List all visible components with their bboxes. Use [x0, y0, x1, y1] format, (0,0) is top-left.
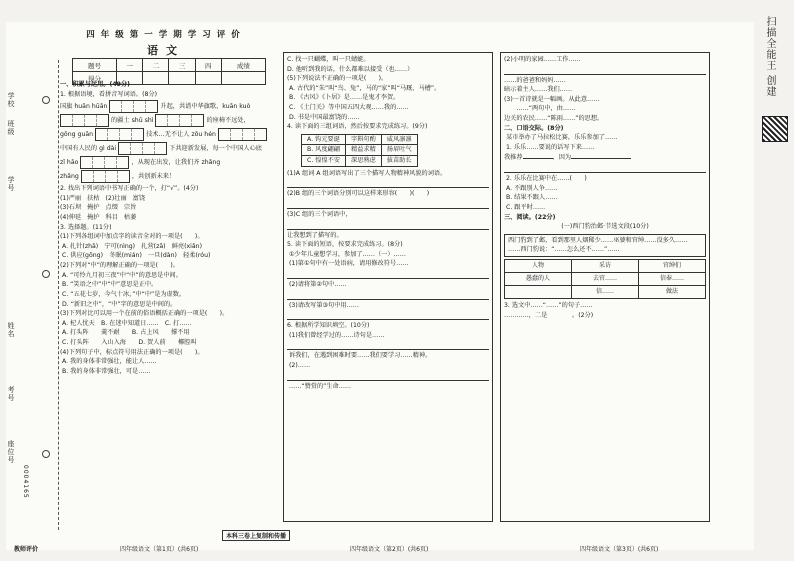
- char-grid[interactable]: [109, 100, 158, 113]
- text-line: (2)小明的家园……工作……: [504, 56, 581, 63]
- q3b-option: A. “可怜九月初三夜”中“中”的意思是中间。: [62, 271, 182, 279]
- pinyin-row: [60, 156, 272, 169]
- text-line: ……的爸爸和妈妈……: [504, 76, 566, 84]
- text-line: (1)我们曾经学过的……诗句是……: [289, 331, 385, 339]
- passage-text: 西门豹到了邺，看到那里人烟稀少……巫婆和官绅……没多久……: [508, 236, 688, 244]
- q3c-option: A. 打头阵 羹不耐 B. 占上风 撑不用: [62, 329, 190, 337]
- idiom: 威风凛凛: [381, 134, 417, 145]
- binding-hole: [42, 270, 50, 278]
- text-line: …………，二是 。(2分): [504, 311, 594, 319]
- q3b-option: D. “新旧之中”，“中”字的意思是中间的。: [62, 300, 177, 308]
- score-head: 一: [117, 59, 143, 72]
- text-line: ……“赞赏的”生命……: [289, 382, 352, 390]
- idiom: A. 钩元要诞: [302, 134, 346, 145]
- option-word[interactable]: (3)石坝: [60, 204, 82, 212]
- char-grid[interactable]: [81, 170, 130, 183]
- pinyin-text: 的座椅不远处，: [206, 116, 250, 124]
- option-word[interactable]: 点缀: [105, 204, 118, 212]
- text-line: D. 他听到我的话，什么都难以接受（也……）: [287, 65, 414, 73]
- pinyin-text: 国旗 huān hūān: [60, 102, 108, 110]
- binding-class: 班级: [7, 120, 15, 136]
- option-word[interactable]: 掩护: [87, 214, 100, 222]
- text-line: 暗示着主人……我们……: [504, 86, 573, 94]
- pinyin-row: [60, 142, 272, 155]
- binding-name: 姓名: [7, 322, 15, 338]
- pinyin-row: [60, 100, 272, 113]
- paper-code: 0004165: [22, 465, 29, 499]
- binding-hole: [42, 450, 50, 458]
- text-line: (2)……: [289, 362, 311, 370]
- text-line: 边关的农民……“陈雨……”的思想。: [504, 115, 604, 123]
- text-line: B. 《古风》《卜居》是……是鬼才李贺。: [289, 94, 400, 102]
- idiom: B. 风度翩翩: [302, 145, 346, 156]
- char-grid[interactable]: [60, 114, 109, 127]
- answer-blank[interactable]: [571, 152, 631, 159]
- binding-student-no: 学号: [7, 176, 15, 192]
- option-word[interactable]: 扶枯: [87, 194, 100, 202]
- q3c-option: C. 打头阵 入山入海 D. 贺人前 椰腔叫: [62, 338, 197, 346]
- text-line: ，因为: [552, 154, 572, 162]
- reading-title: (一)西门豹治邺·节选文段(10分): [561, 223, 649, 231]
- pinyin-text: 升起，共谱中华旗歌，kuān kuò: [160, 102, 251, 110]
- option-word[interactable]: 掩护: [87, 204, 100, 212]
- pinyin-text: gōng guān: [60, 130, 94, 138]
- q3a-option: C. 供应(gōng) 冬眠(mián) 一旦(dàn) 轻柔(róu): [62, 252, 211, 260]
- pinyin-text: ，共创新未来！: [131, 172, 176, 180]
- section-2-title: 二、口语交际。(8分): [504, 124, 564, 132]
- score-head: 三: [169, 59, 195, 72]
- text-line: 2. 乐乐在比赛中在……( ): [506, 175, 587, 183]
- footer-page-3: 四年级语文（第3页）(共6页): [580, 546, 659, 553]
- footer-page-1: 四年级语文（第1页）(共6页): [120, 546, 199, 553]
- q2-options: [60, 194, 272, 223]
- text-line: 1. 乐乐……要说的话写下来……: [506, 143, 595, 151]
- score-label: 得分: [73, 72, 117, 85]
- q3a: (1)下列各组词中加点字的读音全对的一项是( )。: [60, 233, 204, 241]
- info-cell: 人物: [505, 259, 572, 272]
- binding-school: 学校: [7, 92, 15, 108]
- subject-title: 语文: [147, 44, 185, 57]
- answer-line[interactable]: [287, 291, 489, 300]
- text-line: C. 跟平时……: [506, 203, 546, 211]
- q3a-option: A. 扎针(zhā) 宁可(nìng) 扎营(zā) 鲜亮(xiǎn): [62, 242, 203, 250]
- text-line: 让我想到了描写的。: [287, 231, 343, 239]
- idiom: 扬眉吐气: [381, 145, 417, 156]
- pinyin-text: 下共迎新发展，每一个中国人心底: [169, 144, 262, 152]
- option-word[interactable]: (4)伸延: [60, 214, 82, 222]
- text-line: 我推荐: [504, 154, 523, 162]
- idiom: 深思熟虑: [346, 156, 382, 167]
- column-3: [500, 52, 710, 522]
- info-table: [504, 259, 706, 299]
- pinyin-text: zǐ hāo: [60, 158, 79, 166]
- passage-text: ……西门豹说：“……怎么还不……”……: [508, 246, 620, 254]
- idiom: 拔苗助长: [381, 156, 417, 167]
- answer-line[interactable]: [287, 341, 489, 350]
- option-word[interactable]: 科目: [105, 214, 118, 222]
- text-line: (3)C 组的三个词语中，: [287, 210, 352, 218]
- text-line: (1)A 组词 A 组词语写出了三个描写人物精神风貌的词语。: [287, 169, 447, 177]
- answer-line[interactable]: [287, 200, 489, 209]
- score-head: 四: [195, 59, 221, 72]
- text-line: (1)第①句中有一处语病，请用修改符号……: [289, 260, 409, 268]
- answer-line[interactable]: [504, 164, 706, 173]
- q3c-option: A. 杞人忧天 B. 在迷中知道日…… C. 打……: [62, 319, 192, 327]
- char-grid[interactable]: [80, 156, 129, 169]
- info-cell: 官绅们: [639, 259, 706, 272]
- info-cell: 做法: [639, 285, 706, 298]
- char-grid[interactable]: [218, 128, 267, 141]
- option-word[interactable]: (2)壮丽: [105, 194, 127, 202]
- q3b: (2)下列对“中”的理解正确的一项是( )。: [60, 262, 180, 270]
- idiom-table: [301, 134, 418, 167]
- exam-title: 四年级第一学期学习评价: [86, 30, 246, 40]
- text-line: D. 书是中国最富饶的……: [289, 113, 360, 121]
- score-head: 成绩: [221, 59, 265, 72]
- text-line: (3)请改写第③句中用……: [289, 301, 359, 309]
- text-line: (2)请将第②句中……: [289, 280, 347, 288]
- pinyin-text: 中国有人民的 gì dài: [60, 144, 117, 152]
- reading-passage: [504, 234, 706, 257]
- text-line: ……“两句中，由……: [504, 105, 576, 113]
- q6-title: 6. 根据所学知识填空。(10分): [287, 322, 370, 330]
- info-cell[interactable]: [505, 285, 572, 298]
- teacher-eval: 教师评价: [14, 546, 39, 553]
- q4-title: 4. 读下面的三组词语，然后按要求完成练习。(9分): [287, 123, 428, 131]
- score-head: 二: [143, 59, 169, 72]
- q3b-option: B. “笑语之中”中“中”意思是正中。: [62, 281, 158, 289]
- answer-line[interactable]: [287, 221, 489, 230]
- pinyin-row: [60, 170, 272, 183]
- idiom: 精益求精: [346, 145, 382, 156]
- char-grid[interactable]: [95, 128, 144, 141]
- column-2: [283, 52, 493, 522]
- pinyin-text: 技术…无不让人 zōu hén: [146, 130, 216, 138]
- text-line: ①少年儿童想学习，参加了……（一）……: [289, 250, 406, 258]
- q3d-option: A. 我的身体非常强壮，能让人……: [62, 358, 157, 366]
- option-word[interactable]: 富饶: [132, 194, 146, 202]
- q3d-option: B. 我的身体非常强壮，可是……: [62, 367, 151, 375]
- info-cell: 信……: [572, 285, 639, 298]
- pinyin-text: 的疆土: [111, 116, 130, 124]
- option-word[interactable]: (1)严丽: [60, 194, 82, 202]
- score-head: 题号: [73, 59, 117, 72]
- pinyin-text: shū shì: [131, 116, 154, 124]
- section-1-title: 一、积累与运用。(49分): [60, 81, 130, 88]
- answer-line[interactable]: [287, 179, 489, 188]
- text-line: A. 不跟别人争……: [506, 184, 558, 192]
- q3b-option: C. “五花七岁，今气十冰，”中“中”是为虚数。: [62, 290, 186, 298]
- text-line: B. 结果不跟人……: [506, 194, 558, 202]
- scanner-watermark: 扫描全能王 创建: [764, 16, 775, 98]
- char-grid[interactable]: [118, 142, 167, 155]
- text-line: 诉我们，在遇到困难时要……我们要学习……精神。: [289, 352, 432, 360]
- qr-code: [762, 116, 788, 142]
- q3d: (4)下列句子中，标点符号用法正确的一项是( )。: [60, 348, 204, 356]
- pinyin-row: [60, 128, 272, 141]
- text-line: (2)B 组的三个词语分别可以这样来形容( )( ): [287, 190, 430, 198]
- text-line: A. 古代的“朱”叫“鸟、兔”，马的“家”叫“马厩、马槽”。: [289, 84, 441, 92]
- idiom: 字斟句酌: [346, 134, 382, 145]
- section-3-title: 三、阅读。(22分): [504, 213, 556, 221]
- answer-line[interactable]: [287, 311, 489, 320]
- q5-title: 5. 读下面的短语，按要求完成练习。(8分): [287, 241, 403, 249]
- option-word[interactable]: 宗旨: [123, 204, 137, 212]
- q3c: (3)下列对比可以用一个在前的俗语概括正确的一项是( )。: [60, 310, 229, 318]
- text-line: (5)下列说法不正确的一项是( )。: [287, 75, 388, 83]
- pinyin-text: zhǎng: [60, 172, 79, 180]
- info-cell: 信奉……: [639, 272, 706, 285]
- info-cell: 去官……: [572, 272, 639, 285]
- answer-line[interactable]: [287, 372, 489, 381]
- footer-page-2: 四年级语文（第2页）(共6页): [350, 546, 429, 553]
- copyright-stamp: 本科三卷上复制和传播: [222, 530, 290, 541]
- info-cell: 愚蠢的人: [505, 272, 572, 285]
- idiom: C. 惶惶不安: [302, 156, 346, 167]
- text-line: (3)一首诗就是一幅画。从此意……: [504, 95, 600, 103]
- answer-blank[interactable]: [523, 152, 553, 159]
- pinyin-row: [60, 114, 272, 127]
- text-line: 3. 选文中……“……”的句子……: [504, 301, 593, 309]
- text-line: C. 《土门关》等中国五四大观……我的……: [289, 104, 409, 112]
- q1-title: 1. 根据语境，看拼音写词语。(8分): [60, 90, 158, 98]
- q2-title: 2. 找出下列词语中书写正确的一个，打“√”。(4分): [60, 185, 199, 193]
- binding-seat-no: 座位号: [7, 440, 15, 464]
- q3-title: 3. 选择题。(11分): [60, 223, 112, 231]
- answer-line[interactable]: [287, 270, 489, 279]
- char-grid[interactable]: [155, 114, 204, 127]
- text-line: 某市举办了马拉松比赛，乐乐参加了……: [506, 134, 618, 142]
- pinyin-text: ，从现在出发，让我们齐 zhǎng: [131, 158, 221, 166]
- column-1: [60, 80, 272, 525]
- binding-exam-no: 考号: [7, 386, 15, 402]
- answer-line[interactable]: [504, 66, 706, 75]
- binding-hole: [42, 96, 50, 104]
- option-word[interactable]: 枯萎: [123, 214, 137, 222]
- info-cell: 采访: [572, 259, 639, 272]
- text-line: C. 找一只蝴蝶，叫一只蜻蜓。: [287, 56, 370, 63]
